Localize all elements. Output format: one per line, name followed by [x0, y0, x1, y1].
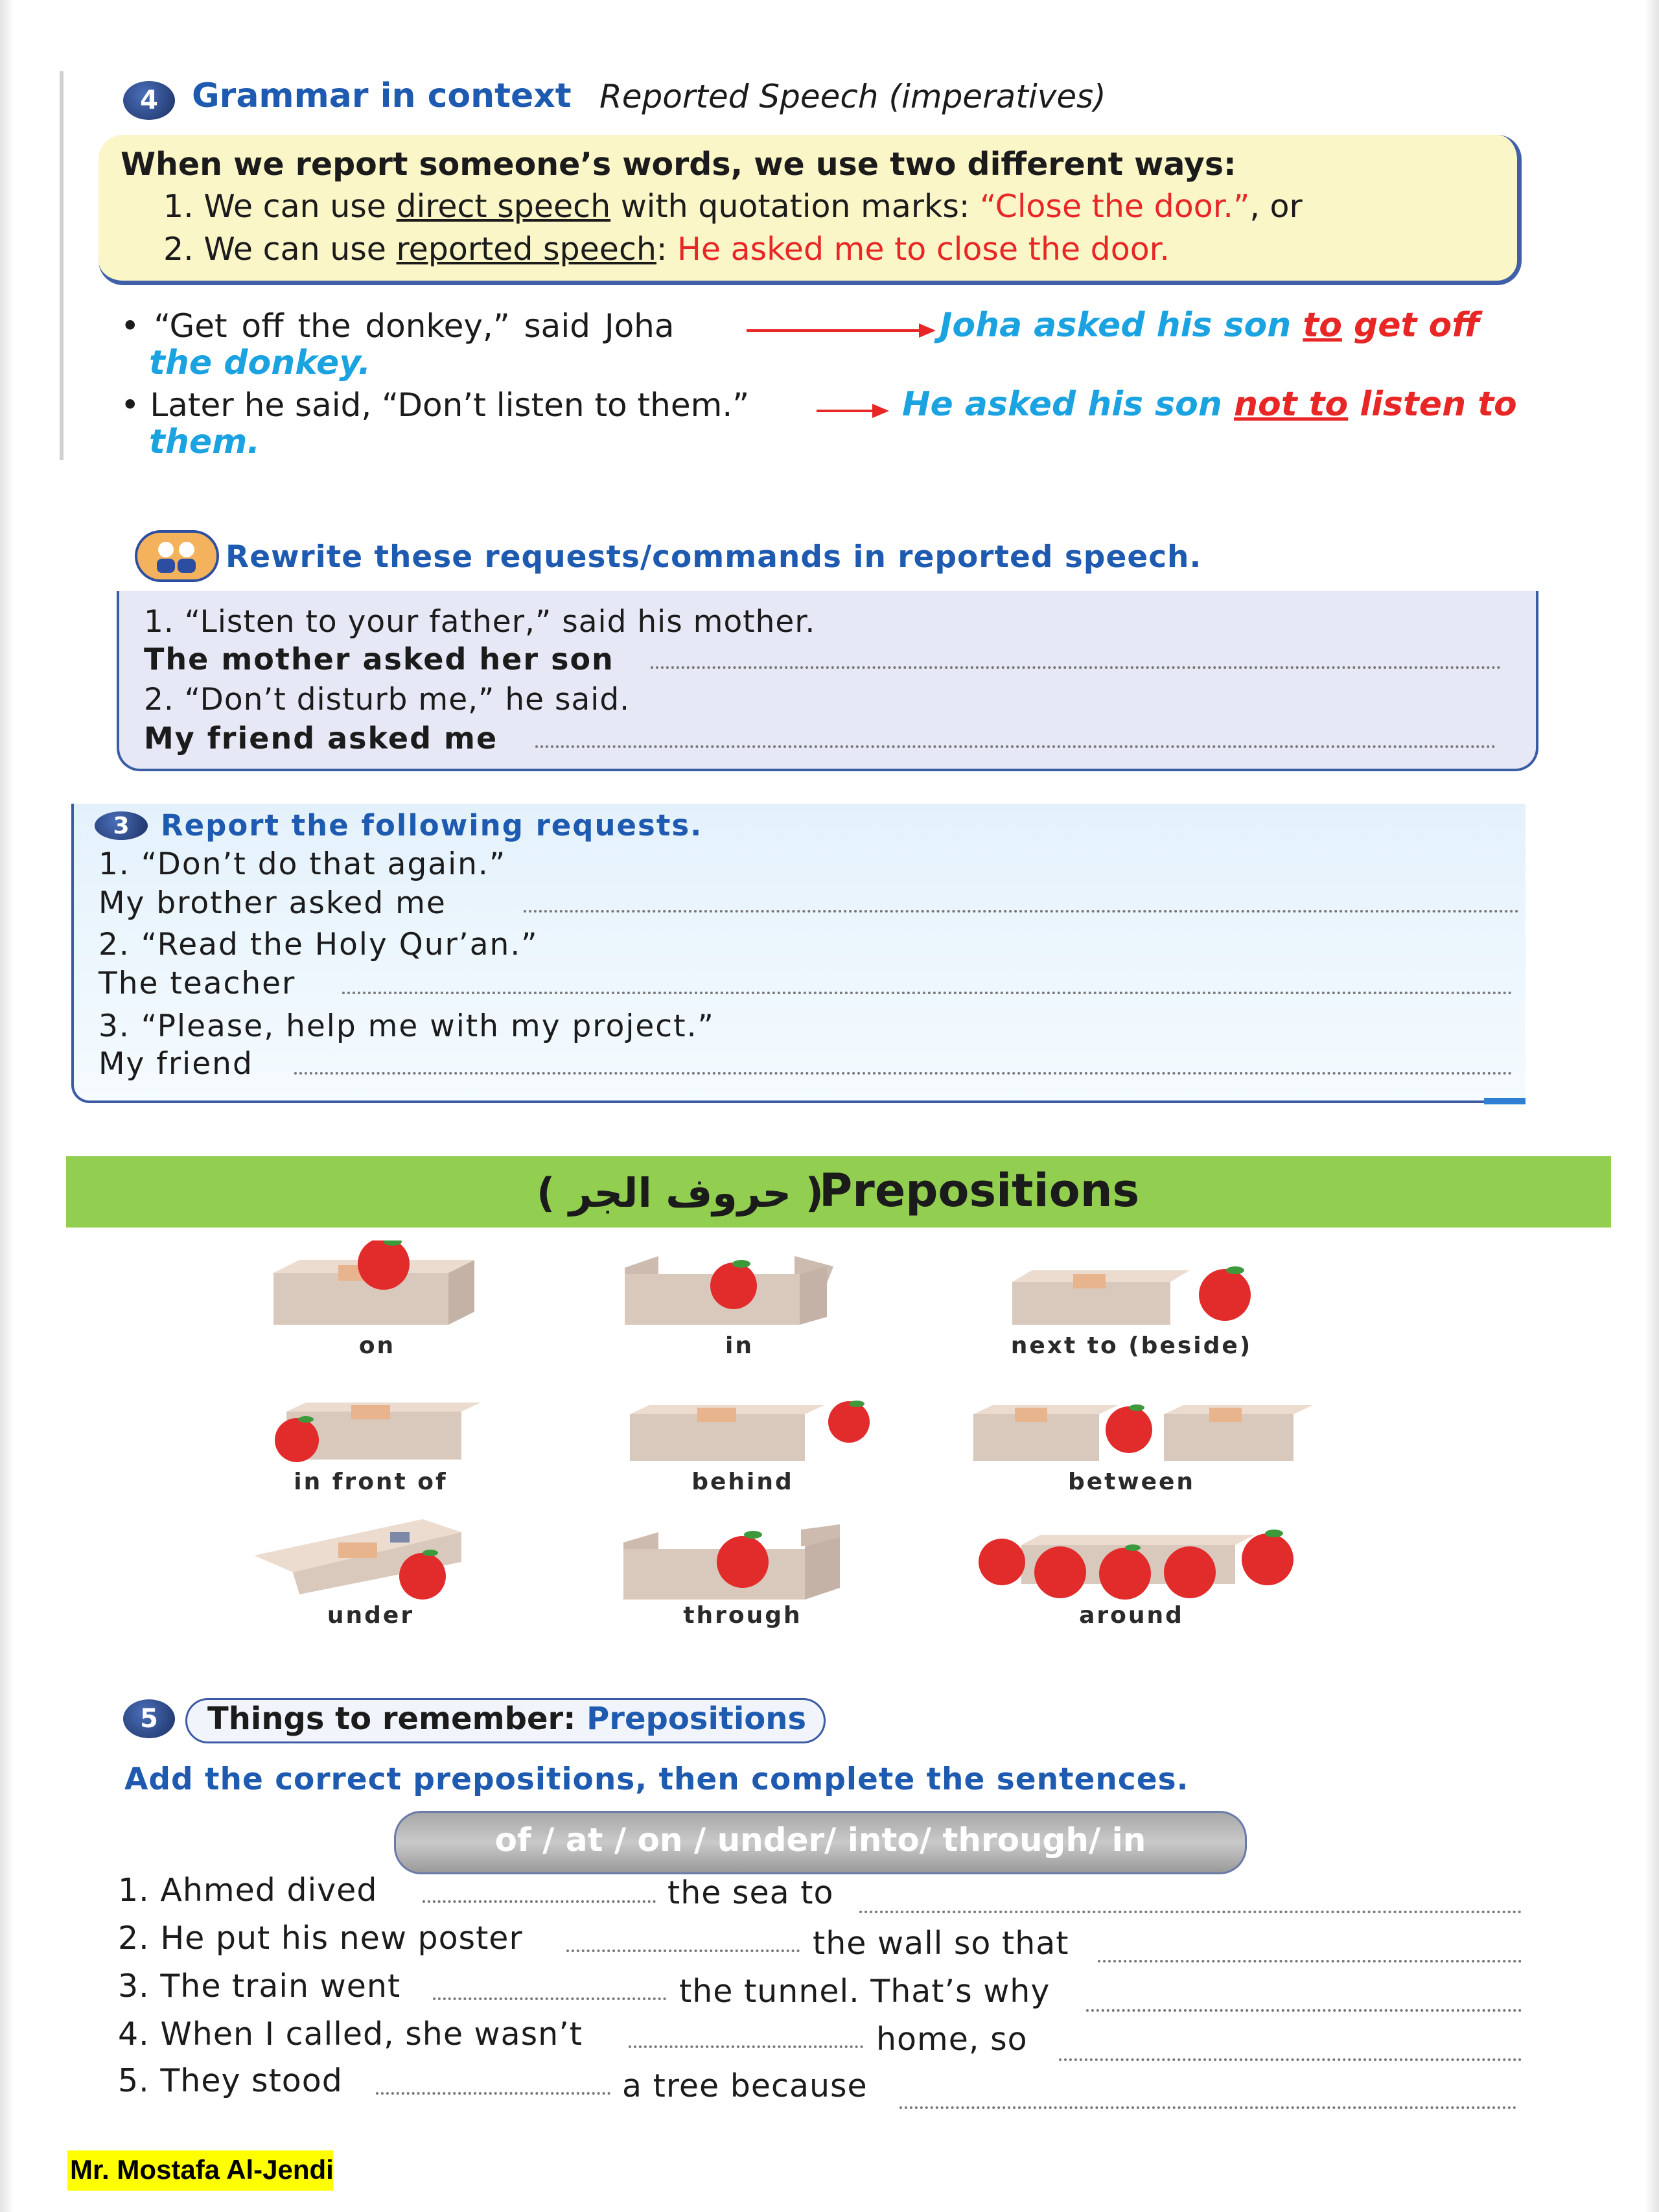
- prep-between-illustration: [969, 1400, 1319, 1462]
- example-2-reported-start: He asked his son: [902, 385, 1234, 424]
- section-4-number-badge: [123, 81, 175, 120]
- rule-line-2-prefix: 2. We can use: [163, 231, 397, 268]
- report-a1-blank[interactable]: [524, 910, 1519, 913]
- example-1-reported-cont: the donkey.: [149, 343, 371, 382]
- section-5-label-highlight: Prepositions: [586, 1701, 807, 1737]
- example-1-get-off: get off: [1341, 306, 1480, 345]
- report-a3-prompt: My friend: [99, 1046, 253, 1082]
- page-shadow-left: [0, 0, 14, 2212]
- prep-in-illustration: [620, 1255, 833, 1326]
- example-1-reported-start: Joha asked his son: [940, 306, 1303, 345]
- direct-speech-example: “Close the door.”: [979, 188, 1250, 225]
- prepositions-title-arabic: ( حروف الجر ): [537, 1169, 824, 1217]
- report-q3: 3. “Please, help me with my project.”: [99, 1008, 715, 1044]
- reported-speech-example: He asked me to close the door.: [677, 231, 1170, 268]
- example-1-arrow-icon: [747, 329, 922, 332]
- rule-line-1: [163, 188, 1303, 225]
- word-bank: of / at / on / under/ into/ through/ in: [494, 1821, 1146, 1859]
- example-1-direct: • “Get off the donkey,” said Joha: [121, 307, 675, 345]
- rule-box-heading: When we report someone’s words, we use two different ways:: [121, 146, 1236, 183]
- example-1-reported: [940, 306, 1480, 345]
- example-2-reported-cont: them.: [149, 423, 261, 461]
- rewrite-a1-prompt: The mother asked her son: [144, 642, 614, 677]
- sentence-2-start: 2. He put his new poster: [118, 1920, 523, 1957]
- prep-around-illustration: [963, 1519, 1326, 1601]
- sentence-2-blank-preposition[interactable]: [566, 1950, 800, 1952]
- prep-between-label: between: [1067, 1469, 1196, 1495]
- rewrite-a2-blank[interactable]: [535, 745, 1496, 748]
- rule-line-2: [163, 231, 1170, 268]
- sentence-4-blank-ending[interactable]: [1059, 2058, 1522, 2061]
- sentence-3-start: 3. The train went: [118, 1968, 401, 2005]
- direct-speech-term: direct speech: [396, 188, 611, 225]
- sentence-2-middle: the wall so that: [813, 1925, 1069, 1962]
- sentence-3-middle: the tunnel. That’s why: [679, 1973, 1050, 2010]
- pair-work-people-icon: [137, 533, 216, 579]
- sentence-5-blank-ending[interactable]: [899, 2106, 1516, 2109]
- section-5-number-badge: [123, 1699, 175, 1738]
- prep-in-front-of-label: in front of: [294, 1469, 448, 1495]
- sentence-5-start: 5. They stood: [118, 2062, 343, 2099]
- rule-line-2-colon: :: [656, 231, 678, 268]
- rule-line-1-end: , or: [1249, 188, 1303, 225]
- section-4-number: 4: [140, 86, 158, 115]
- example-2-arrowhead-icon: [872, 404, 889, 418]
- example-2-listen-to: listen to: [1348, 385, 1517, 424]
- author-name: Mr. Mostafa Al-Jendi: [70, 2154, 334, 2185]
- prep-next-to-illustration: [1008, 1264, 1294, 1326]
- sentence-3-blank-preposition[interactable]: [433, 1997, 666, 2000]
- rewrite-a2-prompt: My friend asked me: [144, 721, 498, 756]
- report-q2: 2. “Read the Holy Qur’an.”: [99, 927, 539, 962]
- sentence-2-blank-ending[interactable]: [1098, 1960, 1522, 1962]
- sentence-5-blank-preposition[interactable]: [376, 2092, 610, 2095]
- rewrite-q1: 1. “Listen to your father,” said his mother.: [144, 604, 816, 640]
- sentence-3-blank-ending[interactable]: [1086, 2009, 1522, 2012]
- prep-on-illustration: [267, 1240, 481, 1326]
- reported-speech-term: reported speech: [396, 231, 656, 268]
- sentence-5-middle: a tree because: [622, 2067, 868, 2104]
- prepositions-title: Prepositions: [819, 1164, 1140, 1217]
- sentence-4-blank-preposition[interactable]: [629, 2045, 863, 2048]
- section-4-subtitle: Reported Speech (imperatives): [599, 78, 1106, 115]
- sentence-4-middle: home, so: [876, 2021, 1028, 2058]
- prep-in-front-of-illustration: [248, 1400, 487, 1462]
- section-5-number: 5: [140, 1704, 158, 1734]
- rewrite-a1-blank[interactable]: [651, 666, 1501, 669]
- example-2-arrow-icon: [817, 410, 875, 412]
- rule-line-1-middle: with quotation marks:: [610, 188, 980, 225]
- example-1-arrowhead-icon: [919, 323, 936, 338]
- prep-behind-label: behind: [691, 1469, 794, 1495]
- section-4-title: Grammar in context: [192, 76, 572, 115]
- sentence-1-middle: the sea to: [667, 1874, 834, 1911]
- report-a2-blank[interactable]: [342, 992, 1513, 994]
- sentence-1-start: 1. Ahmed dived: [118, 1872, 378, 1909]
- report-number-badge: [95, 811, 148, 840]
- prep-on-label: on: [358, 1333, 396, 1359]
- example-2-direct: • Later he said, “Don’t listen to them.”: [121, 386, 750, 424]
- prep-behind-illustration: [626, 1400, 885, 1462]
- rule-line-1-prefix: 1. We can use: [163, 188, 397, 225]
- sentence-1-blank-preposition[interactable]: [423, 1900, 656, 1903]
- example-1-to: to: [1303, 306, 1342, 345]
- section-5-label: [207, 1701, 806, 1737]
- report-heading: Report the following requests.: [161, 808, 703, 843]
- pair-work-icon: [135, 530, 219, 582]
- page-shadow-right: [1645, 0, 1659, 2212]
- report-a2-prompt: The teacher: [99, 966, 296, 1001]
- prep-through-label: through: [683, 1602, 802, 1629]
- prep-through-illustration: [620, 1523, 872, 1601]
- report-a3-blank[interactable]: [294, 1072, 1513, 1075]
- prep-in-label: in: [725, 1333, 754, 1359]
- prep-under-label: under: [327, 1602, 415, 1629]
- section-5-instruction: Add the correct prepositions, then complete the sentences.: [124, 1762, 1189, 1797]
- sentence-1-blank-ending[interactable]: [859, 1911, 1522, 1913]
- prep-next-to-label: next to (beside): [1010, 1333, 1253, 1359]
- section-4-margin-line: [60, 71, 64, 460]
- prep-around-label: around: [1079, 1602, 1184, 1629]
- example-2-reported: [902, 385, 1517, 424]
- report-number: 3: [113, 812, 130, 839]
- rewrite-heading: Rewrite these requests/commands in reported speech.: [226, 539, 1202, 575]
- prep-under-illustration: [248, 1517, 481, 1601]
- section-5-label-text: Things to remember:: [207, 1701, 576, 1737]
- sentence-4-start: 4. When I called, she wasn’t: [118, 2016, 583, 2053]
- example-2-not-to: not to: [1233, 385, 1349, 424]
- report-a1-prompt: My brother asked me: [99, 885, 447, 921]
- report-box-corner: [1484, 1098, 1526, 1104]
- report-q1: 1. “Don’t do that again.”: [99, 846, 507, 882]
- rewrite-q2: 2. “Don’t disturb me,” he said.: [144, 682, 631, 717]
